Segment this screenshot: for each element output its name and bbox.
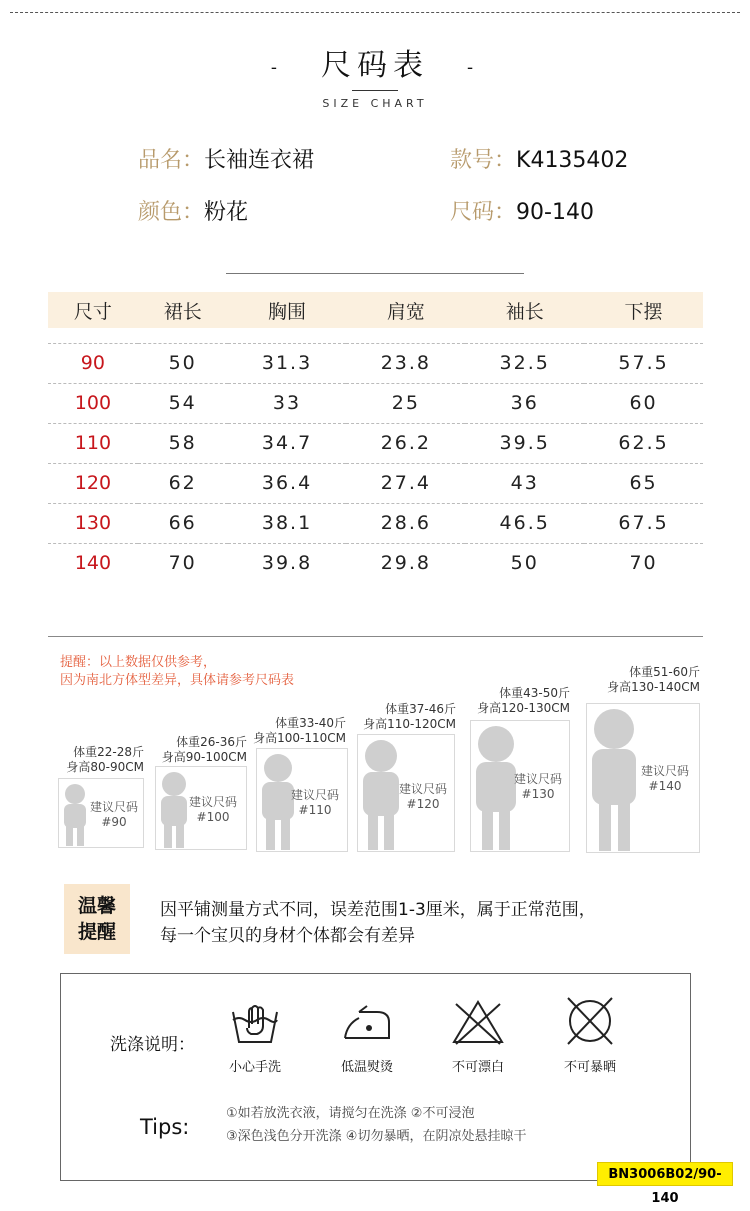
table-cell: 54 — [138, 383, 228, 423]
table-row — [48, 543, 703, 583]
size-cell: 140 — [48, 543, 138, 583]
table-cell: 70 — [584, 543, 703, 583]
header-cell: 肩宽 — [346, 292, 465, 328]
title-dash-right: - — [467, 56, 480, 78]
info-size — [450, 195, 594, 226]
header-cell: 尺寸 — [48, 292, 138, 328]
tips-line: ③深色浅色分开洗涤 ④切勿暴晒，在阴凉处悬挂晾干 — [226, 1129, 527, 1144]
table-cell: 58 — [138, 423, 228, 463]
table-cell: 66 — [138, 503, 228, 543]
table-cell: 38.1 — [228, 503, 347, 543]
care-item-hand-wash — [210, 998, 300, 1075]
info-style — [450, 143, 628, 174]
no-bleach-icon — [448, 998, 508, 1048]
title-underline — [352, 90, 398, 91]
table-cell: 62.5 — [584, 423, 703, 463]
kid-suggest — [79, 800, 149, 830]
info-divider — [226, 273, 524, 274]
care-item-label: 不可暴晒 — [563, 1060, 616, 1075]
table-cell: 26.2 — [346, 423, 465, 463]
table-cell: 39.8 — [228, 543, 347, 583]
table-row — [48, 343, 703, 383]
kid-height: 身高110-120CM — [363, 717, 456, 731]
kid-height: 身高80-90CM — [66, 760, 144, 774]
kid-suggest-size: #140 — [648, 779, 682, 793]
top-dashed-divider — [10, 12, 740, 13]
table-cell: 29.8 — [346, 543, 465, 583]
table-cell: 23.8 — [346, 343, 465, 383]
care-item-label: 不可漂白 — [451, 1060, 504, 1075]
table-row — [48, 463, 703, 503]
kid-suggest-label: 建议尺码 — [89, 800, 138, 814]
low-iron-icon — [337, 998, 397, 1048]
kid-suggest-label: 建议尺码 — [640, 764, 689, 778]
size-table-header — [48, 292, 703, 328]
size-table — [48, 292, 703, 583]
info-name-label: 品名： — [138, 148, 205, 173]
care-item-label: 低温熨烫 — [340, 1060, 393, 1075]
kid-suggest-size: #100 — [196, 810, 230, 824]
kid-weight: 体重26-36斤 — [176, 735, 247, 749]
care-item-no-sun-dry — [545, 994, 635, 1075]
table-cell: 50 — [138, 343, 228, 383]
warm-reminder-text — [160, 897, 596, 949]
size-cell: 120 — [48, 463, 138, 503]
kid-weight: 体重43-50斤 — [499, 686, 570, 700]
table-cell: 33 — [228, 383, 347, 423]
info-color-value: 粉花 — [204, 200, 249, 225]
warm-label-line: 提醒 — [77, 921, 116, 943]
table-cell: 31.3 — [228, 343, 347, 383]
kid-weight: 体重51-60斤 — [629, 665, 700, 679]
table-cell: 62 — [138, 463, 228, 503]
kid-suggest-size: #110 — [298, 803, 332, 817]
size-cell: 90 — [48, 343, 138, 383]
size-cell: 100 — [48, 383, 138, 423]
table-cell: 50 — [465, 543, 584, 583]
tips-title: Tips: — [140, 1115, 190, 1139]
care-title: 洗涤说明： — [110, 1035, 195, 1055]
info-name-value: 长袖连衣裙 — [204, 148, 315, 173]
table-cell: 57.5 — [584, 343, 703, 383]
tips-line: ①如若放洗衣液，请搅匀在洗涤 ②不可浸泡 — [226, 1106, 475, 1121]
page-title — [0, 40, 750, 84]
table-cell: 32.5 — [465, 343, 584, 383]
care-item-label: 小心手洗 — [228, 1060, 281, 1075]
kid-suggest-label: 建议尺码 — [398, 782, 447, 796]
header-cell: 下摆 — [584, 292, 703, 328]
reminder-note — [60, 654, 294, 690]
table-cell: 27.4 — [346, 463, 465, 503]
kid-suggest-size: #120 — [406, 797, 440, 811]
section-divider — [48, 636, 703, 637]
kid-meta — [155, 735, 247, 765]
kid-height: 身高130-140CM — [607, 680, 700, 694]
size-cell: 130 — [48, 503, 138, 543]
warm-text-line: 每一个宝贝的身材个体都会有差异 — [160, 926, 415, 946]
kid-height: 身高90-100CM — [161, 750, 247, 764]
table-cell: 70 — [138, 543, 228, 583]
kid-suggest-label: 建议尺码 — [513, 772, 562, 786]
warm-reminder-badge — [64, 884, 130, 954]
info-size-value: 90-140 — [516, 200, 594, 225]
kid-meta — [470, 686, 570, 716]
tips-text — [226, 1102, 526, 1148]
kid-suggest-label: 建议尺码 — [290, 788, 339, 802]
info-style-value: K4135402 — [516, 148, 629, 173]
table-cell: 34.7 — [228, 423, 347, 463]
kid-meta — [596, 665, 700, 695]
table-cell: 65 — [584, 463, 703, 503]
kid-height: 身高100-110CM — [253, 731, 346, 745]
reminder-line: 因为南北方体型差异，具体请参考尺码表 — [60, 673, 295, 688]
table-cell: 39.5 — [465, 423, 584, 463]
info-color — [138, 195, 248, 226]
kid-weight: 体重33-40斤 — [275, 716, 346, 730]
size-cell: 110 — [48, 423, 138, 463]
table-cell: 36.4 — [228, 463, 347, 503]
page-subtitle: SIZE CHART — [322, 97, 428, 110]
header-cell: 胸围 — [228, 292, 347, 328]
hand-wash-icon — [225, 998, 285, 1048]
table-row — [48, 423, 703, 463]
table-row — [48, 383, 703, 423]
title-dash-left: - — [270, 56, 283, 78]
kid-suggest — [630, 764, 700, 794]
care-item-no-bleach — [433, 998, 523, 1075]
kid-suggest-size: #90 — [101, 815, 127, 829]
info-size-label: 尺码： — [450, 200, 517, 225]
kid-weight: 体重22-28斤 — [73, 745, 144, 759]
kid-suggest — [280, 788, 350, 818]
table-cell: 43 — [465, 463, 584, 503]
header-cell: 裙长 — [138, 292, 228, 328]
warm-label-line: 温馨 — [77, 895, 116, 917]
kid-suggest-label: 建议尺码 — [188, 795, 237, 809]
product-code-tag: BN3006B02/90-140 — [597, 1162, 733, 1186]
kid-suggest — [178, 795, 248, 825]
no-tumble-dry-icon — [560, 994, 620, 1048]
info-name — [138, 143, 314, 174]
header-cell: 袖长 — [465, 292, 584, 328]
care-item-low-iron — [322, 998, 412, 1075]
title-text: 尺码表 — [321, 48, 429, 83]
kid-meta — [248, 716, 346, 746]
table-cell: 67.5 — [584, 503, 703, 543]
table-cell: 36 — [465, 383, 584, 423]
warm-text-line: 因平铺测量方式不同，误差范围1-3厘米，属于正常范围， — [160, 900, 596, 920]
table-cell: 60 — [584, 383, 703, 423]
info-color-label: 颜色： — [138, 200, 205, 225]
reminder-line: 提醒：以上数据仅供参考， — [60, 655, 217, 670]
kid-suggest — [503, 772, 573, 802]
kid-height: 身高120-130CM — [477, 701, 570, 715]
kid-weight: 体重37-46斤 — [385, 702, 456, 716]
table-cell: 28.6 — [346, 503, 465, 543]
kid-suggest — [388, 782, 458, 812]
kid-suggest-size: #130 — [521, 787, 555, 801]
table-cell: 46.5 — [465, 503, 584, 543]
info-style-label: 款号： — [450, 148, 517, 173]
kid-meta — [356, 702, 456, 732]
table-cell: 25 — [346, 383, 465, 423]
kid-meta — [58, 745, 144, 775]
table-row — [48, 503, 703, 543]
